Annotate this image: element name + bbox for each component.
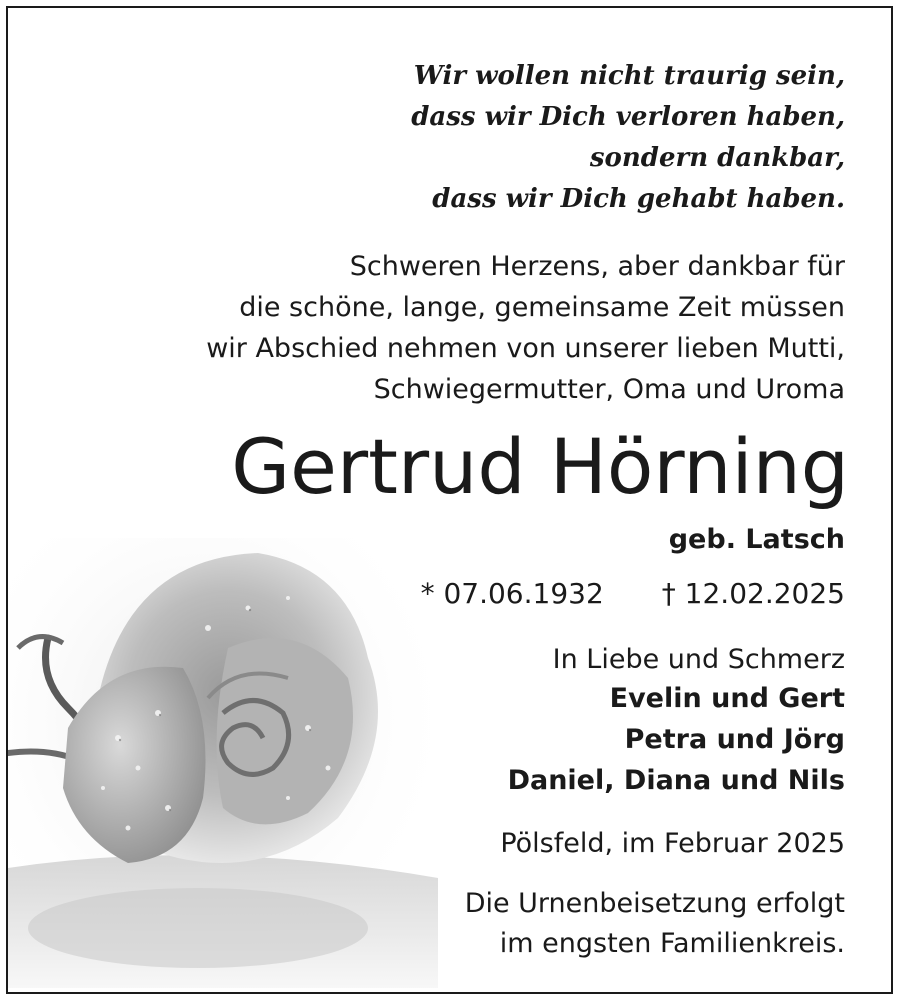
birth-date: * 07.06.1932 bbox=[420, 577, 604, 610]
burial-line: im engsten Familienkreis. bbox=[499, 928, 845, 959]
burial-note bbox=[465, 884, 845, 964]
intro-text bbox=[206, 246, 845, 410]
family-member: Petra und Jörg bbox=[624, 724, 845, 755]
death-date: † 12.02.2025 bbox=[661, 577, 845, 610]
deceased-name: Gertrud Hörning bbox=[231, 422, 849, 511]
intro-line: die schöne, lange, gemeinsame Zeit müssen bbox=[239, 292, 845, 323]
verse bbox=[411, 56, 845, 220]
verse-line: Wir wollen nicht traurig sein, bbox=[413, 61, 845, 91]
maiden-name: geb. Latsch bbox=[668, 524, 845, 555]
place-date: Pölsfeld, im Februar 2025 bbox=[500, 828, 845, 859]
family-list bbox=[508, 678, 845, 801]
rose-icon bbox=[8, 538, 438, 988]
intro-line: Schweren Herzens, aber dankbar für bbox=[349, 251, 845, 282]
burial-line: Die Urnenbeisetzung erfolgt bbox=[464, 888, 845, 919]
life-dates bbox=[421, 574, 845, 614]
intro-line: wir Abschied nehmen von unserer lieben Mutti, bbox=[206, 333, 845, 364]
verse-line: dass wir Dich gehabt haben. bbox=[432, 184, 845, 214]
intro-line: Schwiegermutter, Oma und Uroma bbox=[373, 374, 845, 405]
verse-line: sondern dankbar, bbox=[589, 143, 845, 173]
obituary-card bbox=[6, 6, 893, 994]
family-member: Daniel, Diana und Nils bbox=[507, 765, 845, 796]
verse-line: dass wir Dich verloren haben, bbox=[411, 102, 845, 132]
family-member: Evelin und Gert bbox=[609, 683, 845, 714]
signature-intro: In Liebe und Schmerz bbox=[552, 644, 845, 675]
